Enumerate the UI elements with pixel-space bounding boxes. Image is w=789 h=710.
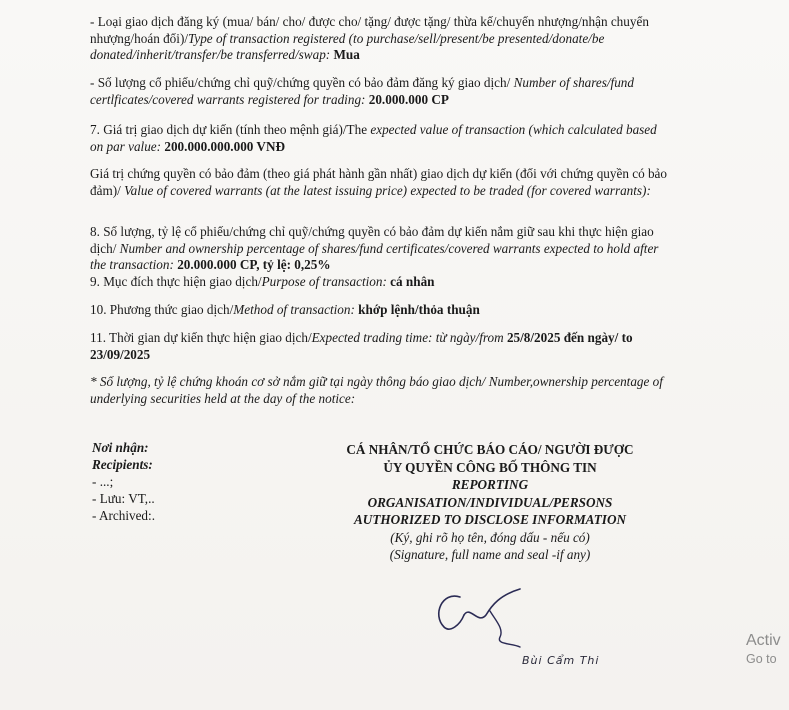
trading-time-en: Expected trading time: từ ngày/from [311,330,504,345]
transaction-type-value: Mua [333,47,360,62]
quantity-value: 20.000.000 CP [368,91,449,107]
handwritten-signature [430,585,550,655]
trading-time-to-label: đến ngày/ to [563,330,633,345]
activation-line-1: Activ [746,632,781,649]
covered-warrant-value-item [90,166,670,199]
method-en: Method of transaction: [233,302,355,317]
activation-line-2: Go to [746,652,777,666]
expected-value-item [90,122,670,155]
expected-value-en: expected value of transaction (which calculated based on par value: [90,122,657,154]
purpose-item [90,274,670,291]
recipient-line-1: - ...; [92,474,114,489]
covered-value-vn: Giá trị chứng quyền có bảo đảm (theo giá phát hành gần nhất) giao dịch dự kiến (đối với chứng quyền có bảo đảm)/ [90,166,668,198]
recipient-line-3: - Archived:. [92,508,155,523]
footnote [90,374,670,407]
signatory-block [300,441,680,564]
holding-after-value: 20.000.000 CP, tỷ lệ: 0,25% [177,257,331,272]
footnote-text: * Số lượng, tỷ lệ chứng khoán cơ sở nắm giữ tại ngày thông báo giao dịch/ Number,ownership percentage of underlying securities held at the day of the notice: [90,374,663,406]
transaction-type-item [90,14,670,64]
covered-value-en: Value of covered warrants (at the latest issuing price) expected to be traded (for covered warrants): [124,182,651,198]
quantity-vn: - Số lượng cổ phiếu/chứng chỉ quỹ/chứng quyền có bảo đảm đăng ký giao dịch/ [90,75,511,90]
holding-after-vn: 8. Số lượng, tỷ lệ cổ phiếu/chứng chỉ quỹ/chứng quyền có bảo đảm dự kiến nắm giữ sau khi thực hiện giao dịch/ [90,224,654,256]
signatory-title-1: CÁ NHÂN/TỔ CHỨC BÁO CÁO/ NGƯỜI ĐƯỢC [346,442,634,457]
windows-activation-watermark [746,631,781,667]
method-item [90,302,670,319]
purpose-en: Purpose of transaction: [261,273,387,289]
trading-time-to: 23/09/2025 [90,346,151,362]
signatory-note-en: (Signature, full name and seal -if any) [389,547,591,562]
trading-time-item [90,330,670,363]
signatory-title-5: AUTHORIZED TO DISCLOSE INFORMATION [354,512,626,527]
recipients-label-vn: Nơi nhận: [92,440,149,455]
holding-after-en: Number and ownership percentage of shares/fund certificates/covered warrants expected to hold after the transaction: [90,240,659,272]
trading-time-vn: 11. Thời gian dự kiến thực hiện giao dịch/ [90,330,312,345]
method-value: khớp lệnh/thỏa thuận [358,302,480,317]
purpose-vn: 9. Mục đích thực hiện giao dịch/ [90,273,262,289]
method-vn: 10. Phương thức giao dịch/ [90,302,234,317]
recipients-label-en: Recipients: [92,457,153,472]
expected-value-value: 200.000.000.000 VNĐ [164,138,286,154]
signature-name: Bùi Cẩm Thi [522,654,600,667]
recipients-block [92,439,232,524]
quantity-en: Number of shares/fund certlficates/covered warrants registered for trading: [90,75,634,107]
signatory-title-2: ỦY QUYỀN CÔNG BỐ THÔNG TIN [383,459,597,475]
signatory-note-vn: (Ký, ghi rõ họ tên, đóng dấu - nếu có) [390,529,590,545]
holding-after-item [90,224,670,290]
expected-value-vn: 7. Giá trị giao dịch dự kiến (tính theo mệnh giá)/The [90,122,368,137]
quantity-item [90,75,670,108]
recipient-line-2: - Lưu: VT,.. [92,491,155,506]
transaction-type-vn: - Loại giao dịch đăng ký (mua/ bán/ cho/ được cho/ tặng/ được tặng/ thừa kế/chuyển nhượng/nhận chuyển nhượng/hoán đổi)/ [90,14,649,46]
purpose-value: cá nhân [390,273,435,289]
transaction-type-en: Type of transaction registered (to purchase/sell/present/be presented/donate/be donated/inherit/transfer/be transferred/swap: [90,30,605,62]
trading-time-from: 25/8/2025 [506,330,561,345]
signatory-title-3: REPORTING [451,477,529,492]
signatory-title-4: ORGANISATION/INDIVIDUAL/PERSONS [367,494,613,510]
